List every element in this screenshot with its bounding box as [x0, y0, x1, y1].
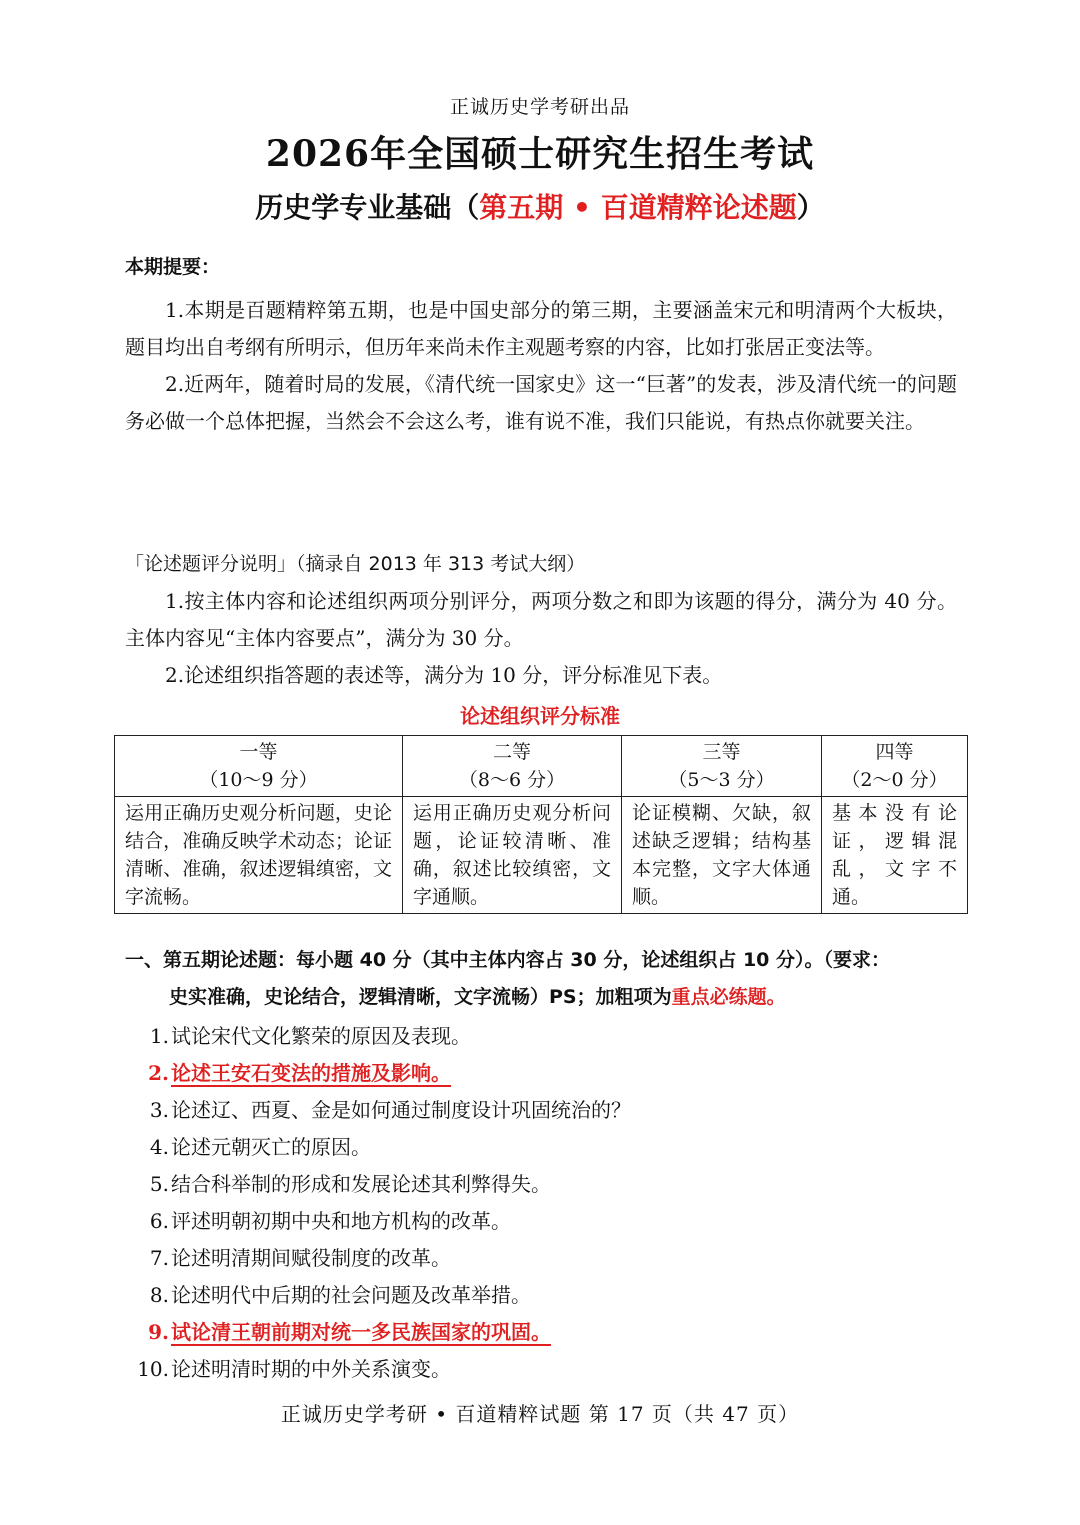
- question-number: 1.: [149, 1024, 169, 1048]
- list-item: [125, 1129, 965, 1166]
- grade-name: 一等: [239, 741, 278, 763]
- section-heading-line2: [125, 979, 965, 1016]
- scoring-section: [125, 546, 957, 694]
- question-text: 论述元朝灭亡的原因。: [171, 1135, 371, 1159]
- question-text: 论述明清时期的中外关系演变。: [171, 1357, 451, 1381]
- question-text: 论述明代中后期的社会问题及改革举措。: [171, 1283, 531, 1307]
- publisher-line: 正诚历史学考研出品: [449, 96, 630, 118]
- grade-description-3: 论证模糊、欠缺，叙述缺乏逻辑；结构基本完整，文字大体通顺。: [622, 797, 822, 914]
- summary-paragraph-2: 2.近两年，随着时局的发展，《清代统一国家史》这一“巨著”的发表，涉及清代统一的问题务必做一个总体把握，当然会不会这么考，谁有说不准，我们只能说，有热点你就要关注。: [125, 372, 957, 433]
- grade-range: （5～3 分）: [668, 769, 775, 791]
- grade-header-4: [822, 736, 968, 797]
- question-text: 论述辽、西夏、金是如何通过制度设计巩固统治的？: [171, 1098, 631, 1122]
- summary-heading: 本期提要：: [125, 256, 221, 278]
- summary-paragraph-1: 1.本期是百题精粹第五期，也是中国史部分的第三期，主要涵盖宋元和明清两个大板块，题目均出自考纲有所明示，但历年来尚未作主观题考察的内容，比如打张居正变法等。: [125, 298, 957, 359]
- scoring-paragraph-1: 1.按主体内容和论述组织两项分别评分，两项分数之和即为该题的得分，满分为 40 分。主体内容见“主体内容要点”，满分为 30 分。: [125, 589, 957, 650]
- question-text: 结合科举制的形成和发展论述其利弊得失。: [171, 1172, 551, 1196]
- page-subtitle: [0, 186, 1080, 226]
- list-item: [125, 1018, 965, 1055]
- grade-header-2: [403, 736, 622, 797]
- subtitle-highlight: 第五期 • 百道精粹论述题: [479, 191, 797, 224]
- question-number: 5.: [149, 1172, 169, 1196]
- list-item: [125, 1314, 965, 1351]
- grading-table: [114, 735, 968, 914]
- grade-range: （2～0 分）: [841, 769, 948, 791]
- grade-range: （10～9 分）: [199, 769, 318, 791]
- subtitle-suffix: ）: [796, 191, 825, 224]
- grade-name: 二等: [492, 741, 531, 763]
- grading-table-header-row: [115, 736, 968, 797]
- list-item: [125, 1092, 965, 1129]
- grade-name: 三等: [702, 741, 741, 763]
- grade-header-1: [115, 736, 403, 797]
- grade-name: 四等: [875, 741, 914, 763]
- grading-table-description-row: [115, 797, 968, 914]
- section-line2-suffix: 。: [766, 986, 786, 1008]
- section-line2-prefix: 史实准确，史论结合，逻辑清晰，文字流畅）PS；加粗项为: [169, 986, 672, 1008]
- grade-description-2: 运用正确历史观分析问题，论证较清晰、准确，叙述比较缜密，文字通顺。: [403, 797, 622, 914]
- question-number: 6.: [149, 1209, 169, 1233]
- question-number: 4.: [149, 1135, 169, 1159]
- question-text: 论述王安石变法的措施及影响。: [171, 1061, 451, 1085]
- summary-section: [125, 249, 957, 440]
- list-item: [125, 1277, 965, 1314]
- question-text: 论述明清期间赋役制度的改革。: [171, 1246, 451, 1270]
- question-number: 8.: [149, 1283, 169, 1307]
- subtitle-prefix: 历史学专业基础（: [255, 191, 480, 224]
- list-item: [125, 1055, 965, 1092]
- question-number: 3.: [149, 1098, 169, 1122]
- grade-description-1: 运用正确历史观分析问题，史论结合，准确反映学术动态；论证清晰、准确，叙述逻辑缜密，文字流畅。: [115, 797, 403, 914]
- question-number: 7.: [149, 1246, 169, 1270]
- question-list: [125, 1018, 965, 1388]
- page-title: 2026年全国硕士研究生招生考试: [265, 133, 815, 175]
- question-number: 10.: [137, 1357, 169, 1381]
- question-text: 试论宋代文化繁荣的原因及表现。: [171, 1024, 471, 1048]
- section-heading-line1: 一、第五期论述题：每小题 40 分（其中主体内容占 30 分，论述组织占 10 分）。（要求：: [125, 949, 891, 971]
- question-number: 9.: [148, 1320, 169, 1344]
- list-item: [125, 1166, 965, 1203]
- table-title: 论述组织评分标准: [460, 704, 620, 728]
- question-text: 试论清王朝前期对统一多民族国家的巩固。: [171, 1320, 551, 1344]
- question-number: 2.: [148, 1061, 169, 1085]
- list-item: [125, 1240, 965, 1277]
- question-text: 评述明朝初期中央和地方机构的改革。: [171, 1209, 511, 1233]
- page-footer: 正诚历史学考研 • 百道精粹试题 第 17 页（共 47 页）: [280, 1402, 800, 1426]
- section-line2-highlight: 重点必练题: [671, 986, 767, 1008]
- list-item: [125, 1351, 965, 1388]
- scoring-heading: 「论述题评分说明」（摘录自 2013 年 313 考试大纲）: [125, 553, 586, 575]
- grade-header-3: [622, 736, 822, 797]
- section-heading: [125, 942, 965, 1016]
- grade-description-4: 基本没有论证，逻辑混乱，文字不通。: [822, 797, 968, 914]
- list-item: [125, 1203, 965, 1240]
- scoring-paragraph-2: 2.论述组织指答题的表述等，满分为 10 分，评分标准见下表。: [165, 663, 723, 687]
- grade-range: （8～6 分）: [458, 769, 566, 791]
